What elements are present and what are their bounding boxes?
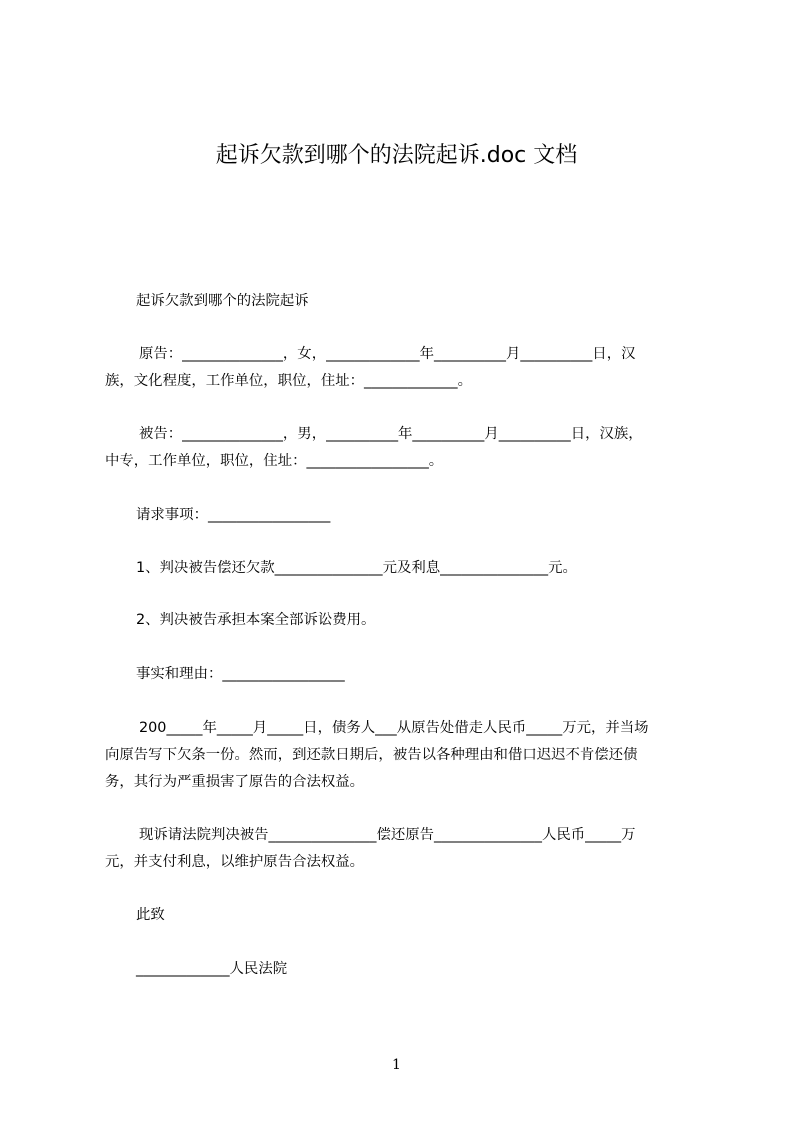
page-number: 1 (392, 1057, 401, 1073)
document-title: 起诉欠款到哪个的法院起诉.doc 文档 (215, 143, 578, 168)
closing-text: 此致 (136, 907, 165, 923)
document-subtitle (105, 288, 698, 315)
facts-line-1: 200_____年_____月_____日，债务人___从原告处借走人民币_____万元，并当场 (139, 720, 649, 736)
plaintiff-line-2: 族，文化程度，工作单位，职位，住址：_____________。 (105, 373, 472, 389)
facts-paragraph (105, 715, 698, 796)
facts-heading-text: 事实和理由：_________________ (136, 666, 345, 682)
claim-item-2-text: 2、判决被告承担本案全部诉讼费用。 (136, 612, 376, 628)
request-paragraph (105, 822, 698, 876)
facts-heading (105, 661, 698, 688)
defendant-line-2: 中专，工作单位，职位，住址：_________________。 (105, 453, 444, 469)
defendant-line-1: 被告：______________，男，__________年__________月__________日，汉族， (139, 426, 643, 442)
plaintiff-line-1: 原告：______________，女，_____________年__________月__________日，汉 (139, 346, 636, 362)
defendant-paragraph (105, 421, 698, 475)
court-addressee (105, 956, 698, 983)
facts-line-2: 向原告写下欠条一份。然而，到还款日期后，被告以各种理由和借口迟迟不肯偿还债 (105, 747, 638, 763)
subtitle-text: 起诉欠款到哪个的法院起诉 (136, 293, 309, 309)
plaintiff-paragraph (105, 341, 698, 395)
closing-salutation (105, 902, 698, 929)
court-text: _____________人民法院 (136, 961, 288, 977)
claim-item-1 (105, 555, 698, 582)
claim-item-1-text: 1、判决被告偿还欠款_______________元及利息_______________元。 (136, 560, 577, 576)
facts-line-3: 务，其行为严重损害了原告的合法权益。 (105, 774, 365, 790)
claims-heading-text: 请求事项：_________________ (136, 507, 331, 523)
request-line-1: 现诉请法院判决被告_______________偿还原告_______________人民币_____万 (139, 827, 636, 843)
claims-heading (105, 502, 698, 529)
claim-item-2 (105, 607, 698, 634)
request-line-2: 元，并支付利息，以维护原告合法权益。 (105, 854, 365, 870)
